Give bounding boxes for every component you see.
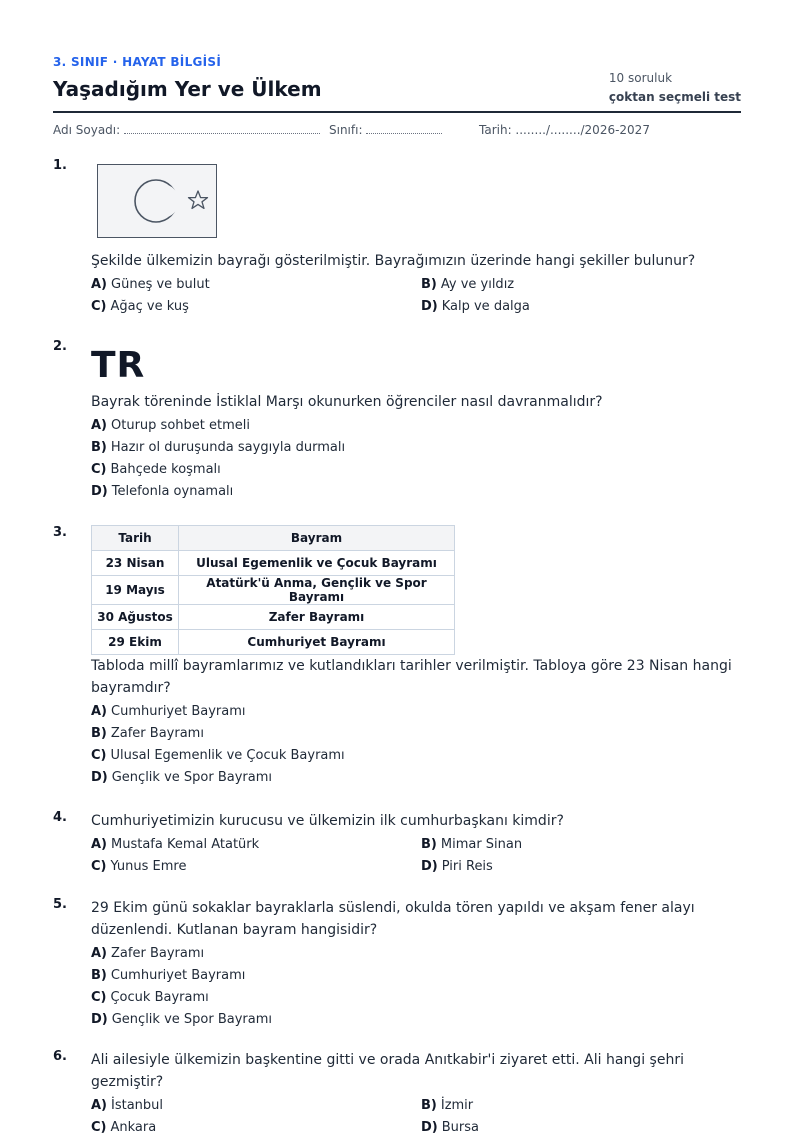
date-label: Tarih: ......../......../2026-2027: [479, 123, 650, 137]
option-d[interactable]: D) Gençlik ve Spor Bayramı: [91, 1012, 272, 1027]
question-6: [53, 1049, 741, 1135]
test-type: çoktan seçmeli test: [608, 90, 741, 104]
table-header-holiday: Bayram: [179, 526, 455, 551]
options-list: [91, 941, 741, 1031]
option-c[interactable]: C) Ulusal Egemenlik ve Çocuk Bayramı: [91, 748, 345, 763]
option-a[interactable]: A) Oturup sohbet etmeli: [91, 418, 250, 433]
grade-subject-label: 3. SINIF · HAYAT BİLGİSİ: [53, 55, 222, 69]
class-blank[interactable]: [366, 124, 442, 134]
question-number: 1.: [53, 158, 67, 173]
question-1: [53, 158, 741, 318]
option-b[interactable]: B) Hazır ol duruşunda saygıyla durmalı: [91, 440, 346, 455]
option-d[interactable]: D) Piri Reis: [421, 859, 493, 874]
table-row: [92, 630, 455, 655]
table-cell-date: 30 Ağustos: [92, 605, 179, 630]
table-cell-holiday: Atatürk'ü Anma, Gençlik ve Spor Bayramı: [179, 576, 455, 605]
page-title: Yaşadığım Yer ve Ülkem: [53, 77, 322, 101]
crescent-star-icon: [98, 165, 215, 236]
question-number: 6.: [53, 1049, 67, 1064]
options-list: [91, 413, 741, 503]
question-number: 3.: [53, 525, 67, 540]
class-field[interactable]: [329, 123, 442, 137]
table-row: [92, 605, 455, 630]
country-code-figure: TR: [91, 345, 146, 386]
table-header-row: [92, 526, 455, 551]
option-b[interactable]: B) Ay ve yıldız: [421, 277, 515, 292]
question-stem: Cumhuriyetimizin kurucusu ve ülkemizin ilk cumhurbaşkanı kimdir?: [91, 813, 564, 829]
question-5: [53, 897, 741, 1037]
option-a[interactable]: A) Mustafa Kemal Atatürk: [91, 837, 260, 852]
test-header: [53, 55, 741, 113]
holidays-table: [91, 525, 455, 655]
turkish-flag-figure: [97, 164, 217, 238]
option-b[interactable]: B) İzmir: [421, 1098, 474, 1113]
test-info-box: [609, 71, 741, 104]
question-stem: Tabloda millî bayramlarımız ve kutlandıkları tarihler verilmiştir. Tabloya göre 23 Nisan hangi bayramdır?: [91, 658, 732, 696]
options-list: [91, 699, 741, 789]
question-3: [53, 525, 741, 795]
option-b[interactable]: B) Zafer Bayramı: [91, 726, 204, 741]
table-cell-holiday: Ulusal Egemenlik ve Çocuk Bayramı: [179, 551, 455, 576]
option-d[interactable]: D) Bursa: [421, 1120, 479, 1135]
date-field: [479, 123, 650, 137]
question-number: 4.: [53, 810, 67, 825]
table-cell-holiday: Zafer Bayramı: [179, 605, 455, 630]
question-4: [53, 810, 741, 880]
option-d[interactable]: D) Telefonla oynamalı: [91, 484, 234, 499]
options-grid: [91, 832, 741, 878]
options-grid: [91, 1093, 741, 1139]
option-c[interactable]: C) Ankara: [91, 1120, 157, 1135]
option-a[interactable]: A) İstanbul: [91, 1098, 164, 1113]
table-row: [92, 576, 455, 605]
question-stem: 29 Ekim günü sokaklar bayraklarla süslendi, okulda tören yapıldı ve akşam fener alayı düzenlendi. Kutlanan bayram hangisidir?: [91, 900, 695, 938]
option-d[interactable]: D) Gençlik ve Spor Bayramı: [91, 770, 272, 785]
option-c[interactable]: C) Çocuk Bayramı: [91, 990, 209, 1005]
options-grid: [91, 272, 741, 318]
option-a[interactable]: A) Güneş ve bulut: [91, 277, 210, 292]
table-cell-date: 19 Mayıs: [92, 576, 179, 605]
table-header-date: Tarih: [92, 526, 179, 551]
option-c[interactable]: C) Ağaç ve kuş: [91, 299, 189, 314]
table-cell-holiday: Cumhuriyet Bayramı: [179, 630, 455, 655]
option-a[interactable]: A) Cumhuriyet Bayramı: [91, 704, 246, 719]
option-b[interactable]: B) Mimar Sinan: [421, 837, 523, 852]
question-stem: Ali ailesiyle ülkemizin başkentine gitti ve orada Anıtkabir'i ziyaret etti. Ali hangi şehri gezmiştir?: [91, 1052, 684, 1090]
class-label: Sınıfı:: [329, 123, 363, 137]
option-a[interactable]: A) Zafer Bayramı: [91, 946, 205, 961]
question-number: 5.: [53, 897, 67, 912]
question-2: [53, 339, 741, 504]
table-row: [92, 551, 455, 576]
name-label: Adı Soyadı:: [53, 123, 121, 137]
option-b[interactable]: B) Cumhuriyet Bayramı: [91, 968, 246, 983]
table-cell-date: 29 Ekim: [92, 630, 179, 655]
question-stem: Bayrak töreninde İstiklal Marşı okunurken öğrenciler nasıl davranmalıdır?: [91, 394, 603, 410]
option-c[interactable]: C) Bahçede koşmalı: [91, 462, 221, 477]
option-d[interactable]: D) Kalp ve dalga: [421, 299, 530, 314]
name-field[interactable]: [53, 123, 320, 137]
name-blank[interactable]: [124, 124, 320, 134]
option-c[interactable]: C) Yunus Emre: [91, 859, 187, 874]
question-number: 2.: [53, 339, 67, 354]
question-stem: Şekilde ülkemizin bayrağı gösterilmiştir. Bayrağımızın üzerinde hangi şekiller bulunur?: [91, 253, 696, 269]
table-cell-date: 23 Nisan: [92, 551, 179, 576]
question-count: 10 soruluk: [608, 71, 673, 85]
